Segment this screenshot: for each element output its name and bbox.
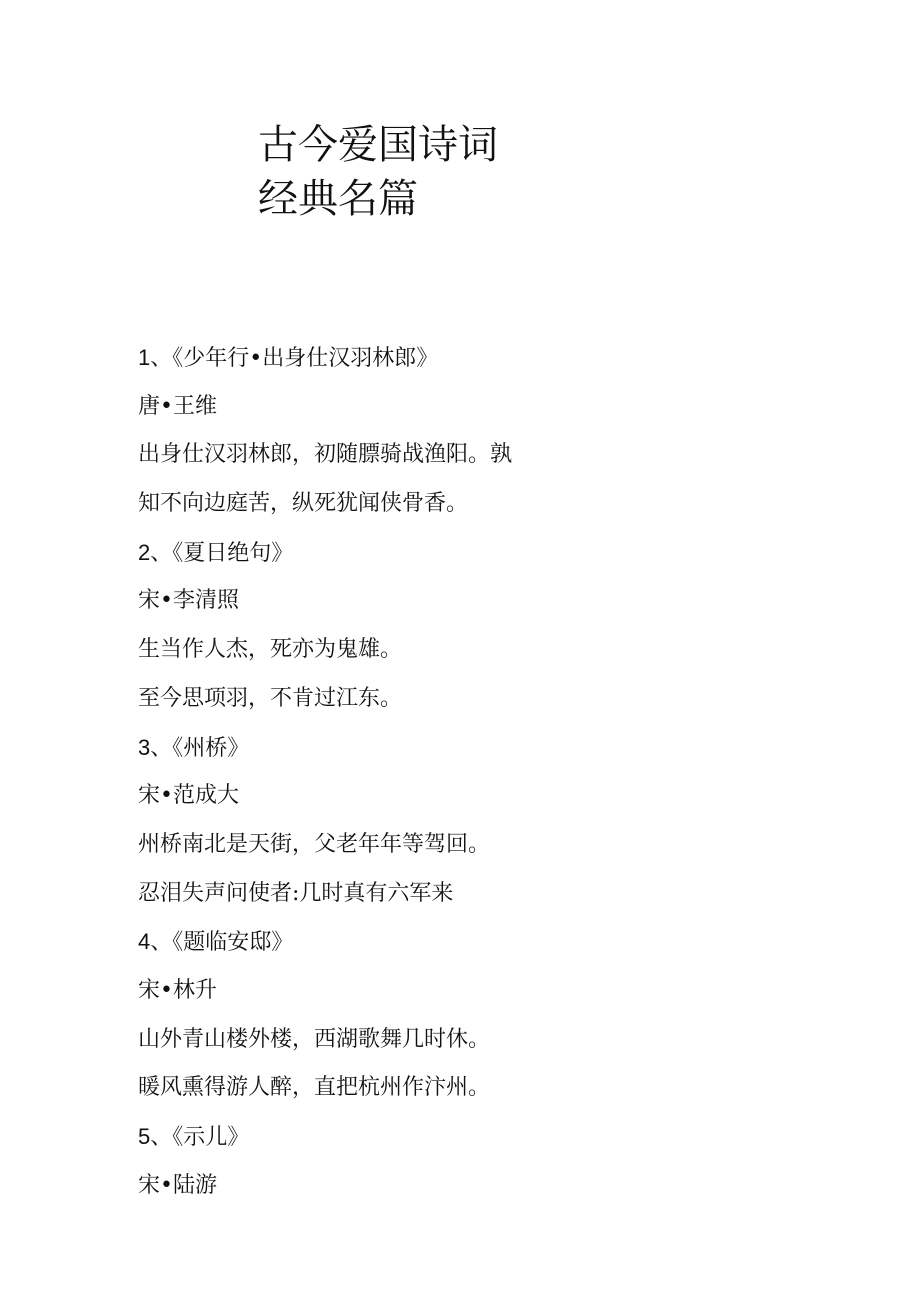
poem-number: 3、 [138, 734, 173, 760]
poem-line: 出身仕汉羽林郎，初随膘骑战渔阳。孰 [138, 442, 513, 468]
poem-line: 州桥南北是天街，父老年年等驾回。 [138, 831, 491, 857]
poem-line: 生当作人杰，死亦为鬼雄。 [138, 637, 403, 663]
poem-line: 山外青山楼外楼，西湖歌舞几时休。 [138, 1026, 491, 1052]
poem-author: 宋•林升 [138, 977, 217, 1003]
poem-number: 4、 [138, 929, 173, 955]
poem-line: 忍泪失声问使者:几时真有六军来 [138, 880, 454, 906]
poem-title: 《夏日绝句》 [172, 540, 294, 566]
poem-heading [138, 1113, 838, 1162]
poem-title: 《少年行•出身仕汉羽林郎》 [172, 346, 439, 371]
poem-heading [138, 529, 838, 578]
document-title [258, 118, 498, 226]
poem-line: 至今思项羽，不肯过江东。 [138, 685, 403, 711]
poem-heading [138, 334, 838, 383]
title-line-1: 古今爱国诗词 [258, 122, 498, 168]
poem-heading [138, 724, 838, 773]
poem-title: 《州桥》 [172, 735, 250, 761]
poem-line: 暖风熏得游人醉，直把杭州作汴州。 [138, 1075, 491, 1101]
poem-number: 2、 [138, 539, 173, 565]
poem-list [138, 334, 838, 1210]
poem-author: 宋•范成大 [138, 783, 239, 809]
poem-title: 《示儿》 [172, 1125, 250, 1150]
title-line-2: 经典名篇 [258, 176, 418, 222]
poem-line: 知不向边庭苦，纵死犹闻侠骨香。 [138, 491, 469, 517]
poem-author: 唐•王维 [138, 393, 217, 419]
poem-title: 《题临安邸》 [172, 930, 294, 956]
poem-author: 宋•陆游 [138, 1172, 217, 1198]
poem-number: 5、 [138, 1124, 173, 1149]
poem-author: 宋•李清照 [138, 588, 239, 614]
poem-heading [138, 918, 838, 967]
poem-number: 1、 [138, 345, 173, 370]
